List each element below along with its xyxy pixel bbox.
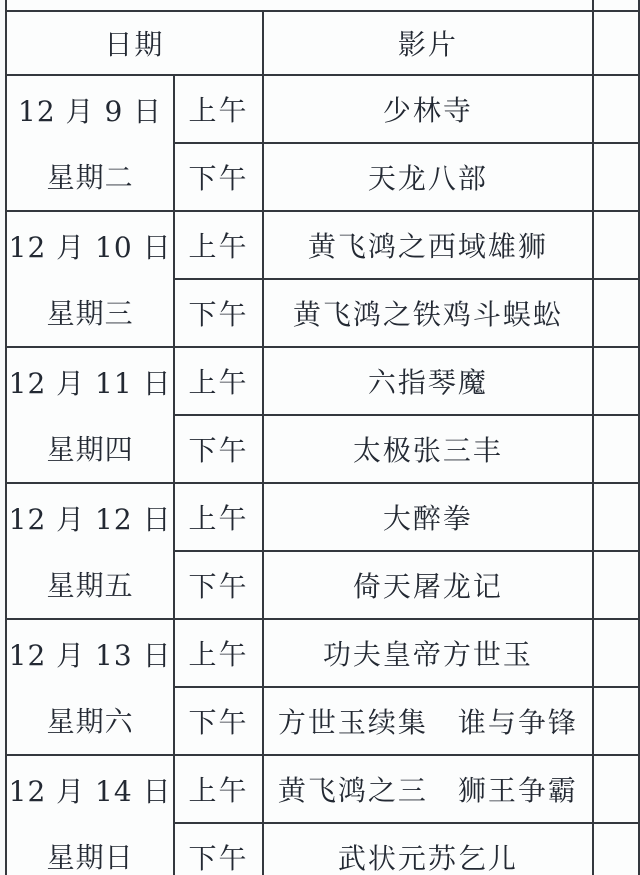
period-cell-am: 上午 (174, 619, 263, 687)
date-cell (6, 211, 174, 347)
cropped-column-cell (593, 755, 639, 823)
table-header-row (6, 11, 639, 75)
weekday-text: 星期四 (46, 433, 134, 466)
cropped-column-cell (593, 415, 639, 483)
schedule-row-am (6, 347, 639, 415)
weekday-text: 星期五 (46, 569, 134, 602)
date-cell (6, 347, 174, 483)
date-cell (6, 75, 174, 211)
period-cell-pm: 下午 (174, 415, 263, 483)
cropped-column-cell (593, 279, 639, 347)
cropped-column-cell (593, 347, 639, 415)
cropped-row-top (6, 0, 639, 11)
date-text: 12 月 12 日 (8, 503, 172, 536)
film-cell-pm: 黄飞鸿之铁鸡斗蜈蚣 (263, 279, 593, 347)
cropped-column-cell (593, 11, 639, 75)
date-cell (6, 483, 174, 619)
cropped-column-cell (593, 823, 639, 875)
period-cell-am: 上午 (174, 211, 263, 279)
film-cell-pm: 太极张三丰 (263, 415, 593, 483)
film-cell-am: 大醉拳 (263, 483, 593, 551)
cropped-column-cell (593, 143, 639, 211)
period-cell-am: 上午 (174, 755, 263, 823)
schedule-row-am (6, 211, 639, 279)
cropped-column-cell (593, 551, 639, 619)
cropped-column-cell (593, 619, 639, 687)
date-cell (6, 619, 174, 755)
date-text: 12 月 9 日 (18, 95, 163, 128)
film-cell-am: 黄飞鸿之三 狮王争霸 (263, 755, 593, 823)
cropped-column-cell (593, 211, 639, 279)
date-cell (6, 755, 174, 875)
period-cell-pm: 下午 (174, 687, 263, 755)
cropped-column-cell (593, 483, 639, 551)
schedule-row-am (6, 483, 639, 551)
date-column-header: 日期 (6, 11, 263, 75)
film-cell-pm: 天龙八部 (263, 143, 593, 211)
period-cell-pm: 下午 (174, 143, 263, 211)
film-cell-am: 黄飞鸿之西域雄狮 (263, 211, 593, 279)
film-cell-am: 六指琴魔 (263, 347, 593, 415)
schedule-row-am (6, 755, 639, 823)
date-text: 12 月 13 日 (8, 639, 172, 672)
film-cell-pm: 武状元苏乞儿 (263, 823, 593, 875)
cropped-column-cell (593, 0, 639, 11)
weekday-text: 星期三 (46, 297, 134, 330)
cropped-column-cell (593, 687, 639, 755)
period-cell-am: 上午 (174, 347, 263, 415)
cropped-column-cell (593, 75, 639, 143)
schedule-row-am (6, 75, 639, 143)
film-cell-pm: 方世玉续集 谁与争锋 (263, 687, 593, 755)
period-cell-pm: 下午 (174, 279, 263, 347)
cropped-cell (6, 0, 593, 11)
film-column-header: 影片 (263, 11, 593, 75)
schedule-row-am (6, 619, 639, 687)
film-cell-am: 功夫皇帝方世玉 (263, 619, 593, 687)
film-cell-am: 少林寺 (263, 75, 593, 143)
film-cell-pm: 倚天屠龙记 (263, 551, 593, 619)
weekday-text: 星期日 (46, 841, 134, 874)
date-text: 12 月 11 日 (8, 367, 172, 400)
weekday-text: 星期二 (46, 161, 134, 194)
weekday-text: 星期六 (46, 705, 134, 738)
period-cell-am: 上午 (174, 75, 263, 143)
period-cell-am: 上午 (174, 483, 263, 551)
period-cell-pm: 下午 (174, 551, 263, 619)
date-text: 12 月 10 日 (8, 231, 172, 264)
date-text: 12 月 14 日 (8, 775, 172, 808)
movie-schedule-table (5, 0, 640, 875)
period-cell-pm: 下午 (174, 823, 263, 875)
